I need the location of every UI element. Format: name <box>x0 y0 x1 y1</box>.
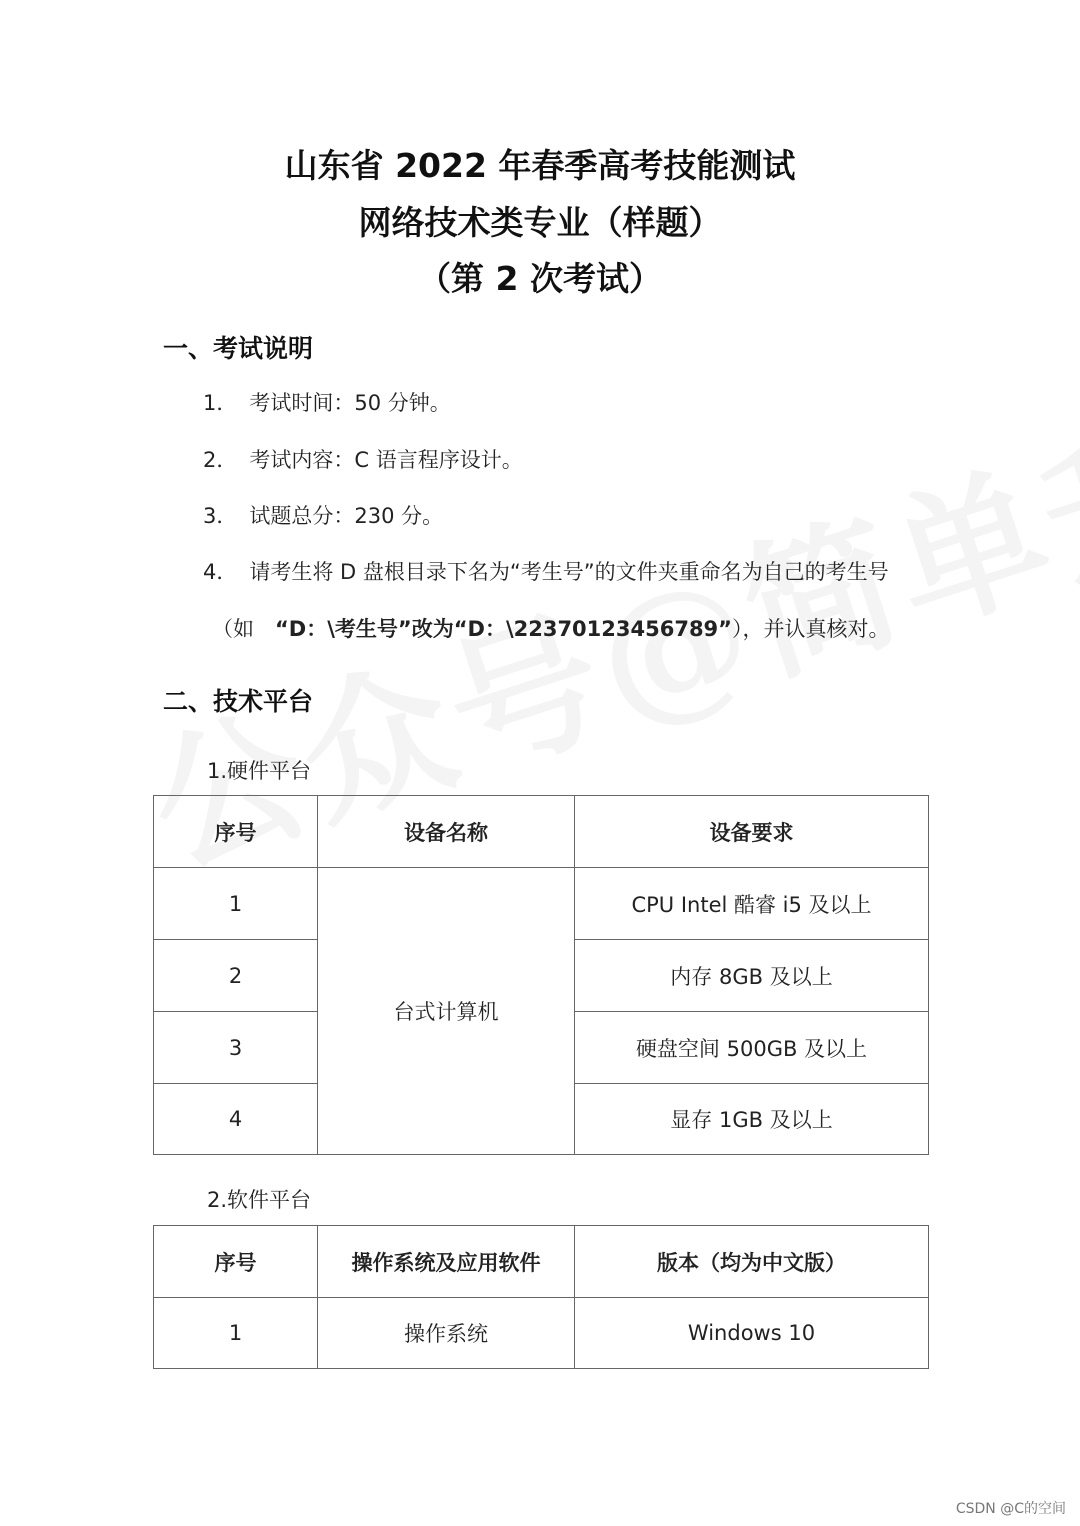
header-cell-no: 序号 <box>154 796 318 868</box>
cell-no: 3 <box>154 1012 318 1084</box>
footer-credit: CSDN @C的空间 <box>955 1501 1066 1517</box>
cell-version: Windows 10 <box>575 1298 929 1369</box>
header-cell-device-req: 设备要求 <box>575 796 929 868</box>
cell-requirement: CPU Intel 酷睿 i5 及以上 <box>575 868 929 940</box>
continuation-suffix: ），并认真核对。 <box>731 617 890 641</box>
header-cell-no: 序号 <box>154 1226 318 1298</box>
cell-software-name: 操作系统 <box>318 1298 575 1369</box>
exam-note-item <box>203 387 451 417</box>
section-heading-exam-notes: 一、考试说明 <box>163 334 314 363</box>
header-cell-software: 操作系统及应用软件 <box>318 1226 575 1298</box>
exam-note-number: 3． <box>203 504 238 528</box>
header-cell-device-name: 设备名称 <box>318 796 575 868</box>
cell-no: 4 <box>154 1084 318 1155</box>
exam-note-text: 考试时间：50 分钟。 <box>249 391 451 415</box>
exam-note-text: 请考生将 D 盘根目录下名为“考生号”的文件夹重命名为自己的考生号 <box>249 560 889 584</box>
header-cell-version: 版本（均为中文版） <box>575 1226 929 1298</box>
table-row <box>154 868 929 940</box>
cell-no: 2 <box>154 940 318 1012</box>
exam-note-item-continuation <box>212 613 889 643</box>
hardware-table <box>153 795 929 1155</box>
exam-note-number: 2． <box>203 448 238 472</box>
exam-note-number: 1． <box>203 391 238 415</box>
exam-note-item <box>203 500 443 530</box>
cell-no: 1 <box>154 868 318 940</box>
exam-note-item <box>203 556 889 586</box>
title-line-2: 网络技术类专业（样题） <box>358 203 722 242</box>
section-heading-platform: 二、技术平台 <box>163 687 314 716</box>
cell-requirement: 硬盘空间 500GB 及以上 <box>575 1012 929 1084</box>
exam-note-text: 考试内容：C 语言程序设计。 <box>249 448 523 472</box>
continuation-example: “D：\考生号”改为“D：\22370123456789” <box>275 617 732 641</box>
continuation-prefix: （如 <box>212 617 275 641</box>
cell-requirement: 内存 8GB 及以上 <box>575 940 929 1012</box>
cell-requirement: 显存 1GB 及以上 <box>575 1084 929 1155</box>
table-row <box>154 1298 929 1369</box>
software-table <box>153 1225 929 1369</box>
cell-no: 1 <box>154 1298 318 1369</box>
cell-device-name: 台式计算机 <box>318 868 575 1155</box>
table-header-row <box>154 1226 929 1298</box>
exam-note-item <box>203 444 523 474</box>
title-line-1: 山东省 2022 年春季高考技能测试 <box>284 146 796 185</box>
table-header-row <box>154 796 929 868</box>
software-platform-heading: 2.软件平台 <box>207 1188 312 1212</box>
exam-note-number: 4． <box>203 560 238 584</box>
title-line-3: （第 2 次考试） <box>418 259 662 298</box>
hardware-platform-heading: 1.硬件平台 <box>207 759 312 783</box>
exam-note-text: 试题总分：230 分。 <box>249 504 444 528</box>
